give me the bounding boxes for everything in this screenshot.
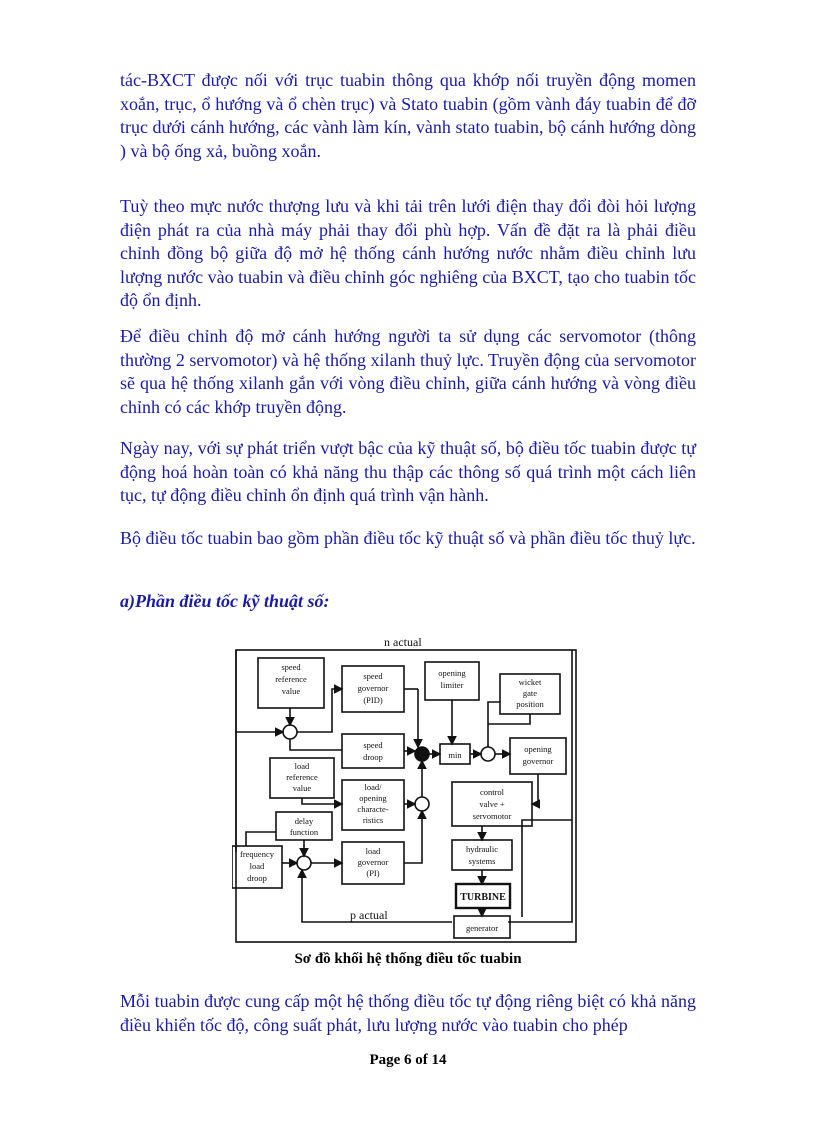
control-valve-line2: valve + [479, 799, 505, 809]
speed-ref-line3: value [281, 686, 301, 696]
block-diagram [232, 632, 584, 946]
speed-droop-line1: speed [363, 740, 383, 750]
load-ref-line1: load [294, 761, 310, 771]
paragraph-5: Bộ điều tốc tuabin bao gồm phần điều tốc kỹ thuật số và phần điều tốc thuỷ lực. [120, 528, 696, 548]
control-valve-line1: control [479, 787, 505, 797]
freq-line1: frequency [240, 849, 274, 859]
paragraph-4: Ngày nay, với sự phát triển vượt bậc của kỹ thuật số, bộ điều tốc tuabin được tự động hoá hoàn toàn có khả năng thu thập các thông số quá trình một cách liên tục, tự động điều chỉnh ổn định quá trình vận hành. [120, 438, 696, 505]
p-actual-label: p actual [350, 908, 388, 922]
load-gov-line1: load [365, 846, 381, 856]
freq-line2: load [249, 861, 265, 871]
wicket-line2: gate [522, 688, 538, 698]
wicket-line3: position [516, 699, 544, 709]
hydraulic-line1: hydraulic [465, 844, 499, 854]
delay-line2: function [289, 827, 319, 837]
load-opening-line1: load/ [364, 782, 382, 792]
opening-gov-line1: opening [524, 744, 552, 754]
delay-line1: delay [294, 816, 314, 826]
load-gov-line2: governor [357, 857, 389, 867]
load-opening-line3: characte- [357, 804, 389, 814]
generator-label: generator [465, 923, 499, 933]
control-valve-line3: servomotor [472, 811, 512, 821]
page-footer: Page 6 of 14 [369, 1052, 447, 1068]
opening-limiter-line1: opening [438, 668, 466, 678]
speed-droop-line2: droop [363, 752, 383, 762]
load-ref-line2: reference [286, 772, 318, 782]
load-opening-line4: ristics [362, 815, 384, 825]
sum-junction-1 [283, 725, 297, 739]
opening-limiter-line2: limiter [440, 680, 464, 690]
opening-gov-line2: governor [522, 756, 554, 766]
load-opening-line2: opening [359, 793, 387, 803]
min-label: min [448, 750, 462, 760]
paragraph-2: Tuỳ theo mực nước thượng lưu và khi tải trên lưới điện thay đổi đòi hỏi lượng điện phát ra của nhà máy phải thay đổi phù hợp. Vấn đề đặt ra là phải điều chỉnh đồng bộ giữa độ mở hệ thống cánh hướng nước nhằm điều chỉnh lưu lượng nước vào tuabin và điều chỉnh góc nghiêng của BXCT, tạo cho tuabin tốc độ ổn định. [120, 196, 696, 310]
paragraph-3: Để điều chỉnh độ mở cánh hướng người ta sử dụng các servomotor (thông thường 2 servomotor) và hệ thống xilanh thuỷ lực. Truyền động của servomotor sẽ qua hệ thống xilanh gắn với vòng điều chỉnh, giữa cánh hướng và vòng điều chỉnh có các khớp truyền động. [120, 326, 696, 417]
paragraph-1: tác-BXCT được nối với trục tuabin thông qua khớp nối truyền động momen xoắn, trục, ổ hướng và ổ chèn trục) và Stato tuabin (gồm vành đáy tuabin để đỡ trục dưới cánh hướng, các vành làm kín, vành stato tuabin, bộ cánh hướng dòng ) và bộ ống xả, buồng xoắn. [120, 70, 696, 161]
load-gov-line3: (PI) [366, 868, 380, 878]
speed-gov-line3: (PID) [363, 695, 383, 705]
sum-junction-5 [297, 856, 311, 870]
figure-caption: Sơ đồ khối hệ thống điều tốc tuabin [294, 951, 522, 967]
sum-junction-3 [415, 797, 429, 811]
n-actual-label: n actual [384, 635, 422, 649]
freq-line3: droop [247, 873, 267, 883]
hydraulic-line2: systems [468, 856, 496, 866]
sum-junction-2 [415, 747, 429, 761]
speed-ref-line1: speed [281, 662, 301, 672]
speed-ref-line2: reference [275, 674, 307, 684]
load-ref-line3: value [292, 783, 312, 793]
speed-gov-line1: speed [363, 671, 383, 681]
speed-gov-line2: governor [357, 683, 389, 693]
wicket-line1: wicket [518, 677, 542, 687]
section-heading: a)Phần điều tốc kỹ thuật số: [120, 591, 330, 611]
paragraph-6: Mỗi tuabin được cung cấp một hệ thống điều tốc tự động riêng biệt có khả năng điều khiển tốc độ, công suất phát, lưu lượng nước vào tuabin cho phép [120, 991, 696, 1035]
turbine-label: TURBINE [460, 892, 506, 903]
sum-junction-4 [481, 747, 495, 761]
